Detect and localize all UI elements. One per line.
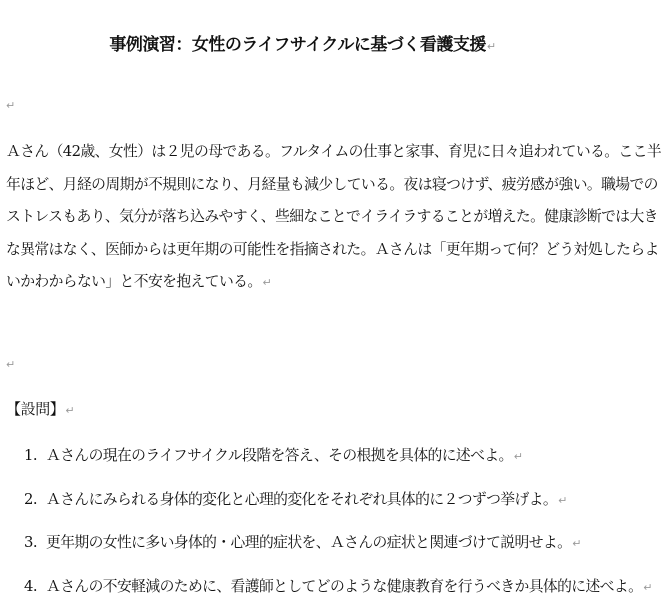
paragraph-mark-icon: ↵ bbox=[6, 358, 15, 371]
question-text: Ａさんにみられる身体的変化と心理的変化をそれぞれ具体的に２つずつ挙げよ。 bbox=[46, 491, 557, 508]
section-heading-text: 【設問】 bbox=[6, 400, 64, 418]
paragraph-mark-icon: ↵ bbox=[65, 404, 74, 417]
paragraph-mark-icon: ↵ bbox=[643, 581, 652, 594]
question-item bbox=[24, 571, 602, 614]
question-item bbox=[24, 440, 602, 484]
paragraph-mark-icon: ↵ bbox=[558, 494, 567, 507]
question-text: Ａさんの不安軽減のために、看護師としてどのような健康教育を行うべきか具体的に述べよ。 bbox=[46, 578, 642, 595]
case-line: ストレスもあり、気分が落ち込みやすく、些細なことでイライラすることが増えた。健康診断では大き bbox=[6, 201, 600, 234]
document-title bbox=[0, 30, 605, 55]
case-line-last bbox=[6, 266, 600, 300]
paragraph-mark-icon: ↵ bbox=[263, 276, 272, 289]
section-heading bbox=[6, 398, 74, 419]
case-description bbox=[6, 136, 600, 300]
case-line: いかわからない」と不安を抱えている。 bbox=[6, 273, 262, 290]
question-text: Ａさんの現在のライフサイクル段階を答え、その根拠を具体的に述べよ。 bbox=[46, 447, 513, 464]
case-line: 年ほど、月経の周期が不規則になり、月経量も減少している。夜は寝つけず、疲労感が強い。職場での bbox=[6, 169, 600, 202]
question-item bbox=[24, 527, 602, 571]
paragraph-mark-icon: ↵ bbox=[487, 40, 496, 53]
question-number: 4. bbox=[24, 571, 46, 603]
question-list bbox=[24, 440, 602, 614]
case-line: な異常はなく、医師からは更年期の可能性を指摘された。Ａさんは「更年期って何？どう対処したらよ bbox=[6, 234, 600, 267]
case-line: Ａさん（42歳、女性）は２児の母である。フルタイムの仕事と家事、育児に日々追われている。ここ半 bbox=[6, 136, 600, 169]
paragraph-mark-icon: ↵ bbox=[6, 99, 15, 112]
question-number: 1. bbox=[24, 440, 46, 472]
paragraph-mark-icon: ↵ bbox=[572, 537, 581, 550]
question-text: 更年期の女性に多い身体的・心理的症状を、Ａさんの症状と関連づけて説明せよ。 bbox=[46, 534, 571, 551]
question-number: 3. bbox=[24, 527, 46, 559]
title-text: 事例演習：女性のライフサイクルに基づく看護支援 bbox=[109, 35, 485, 55]
question-item bbox=[24, 484, 602, 528]
question-number: 2. bbox=[24, 484, 46, 516]
paragraph-mark-icon: ↵ bbox=[514, 450, 523, 463]
